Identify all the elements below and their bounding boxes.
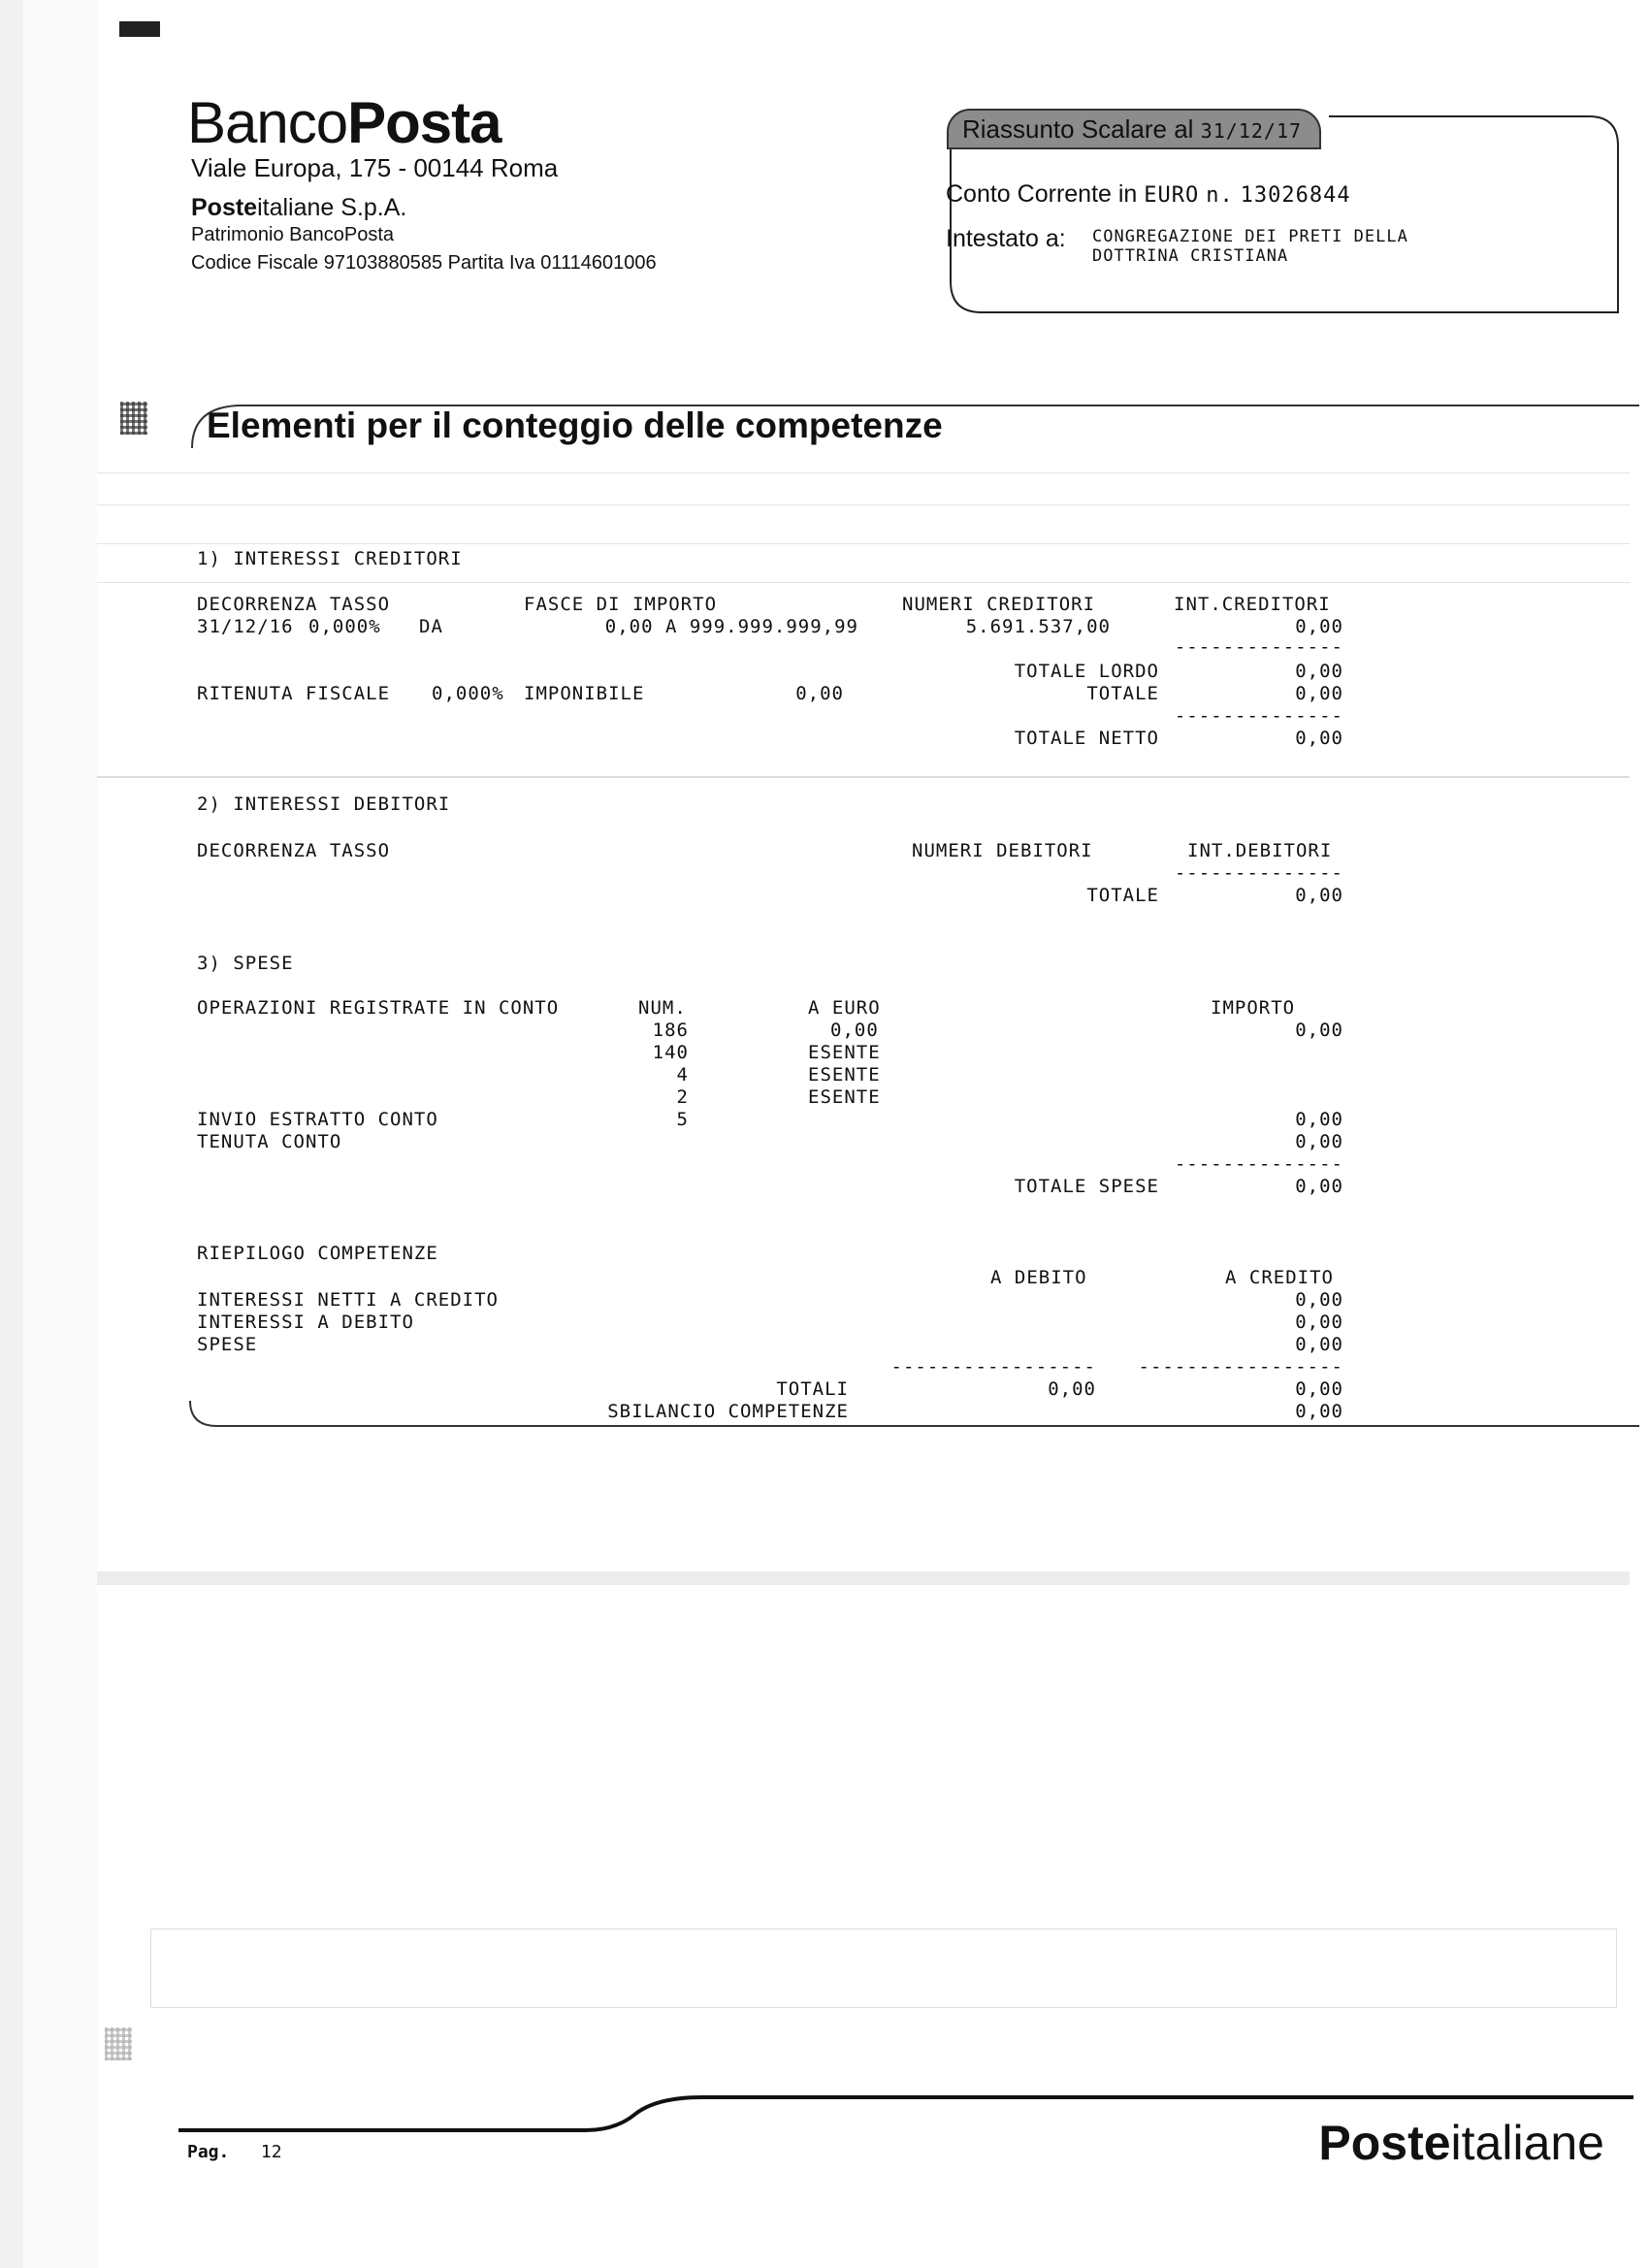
account-info: Conto Corrente in EURO n. 13026844 <box>946 180 1351 208</box>
ritenuta-label: RITENUTA FISCALE <box>197 683 391 704</box>
col-int-creditori: INT.CREDITORI <box>1174 594 1331 615</box>
section-bottom-frame <box>184 1397 1639 1436</box>
col-a-debito: A DEBITO <box>990 1267 1087 1288</box>
totale-netto-value: 0,00 <box>1295 728 1343 749</box>
debitori-totale-label: TOTALE <box>1086 885 1159 906</box>
bleed-line <box>97 543 1630 544</box>
totali-debito: 0,00 <box>1048 1378 1096 1400</box>
invio-num: 5 <box>676 1109 689 1130</box>
bleed-band <box>97 1571 1630 1585</box>
totale-spese-label: TOTALE SPESE <box>1014 1176 1159 1197</box>
spese-row-num: 186 <box>652 1020 689 1041</box>
col-a-euro: A EURO <box>808 997 881 1019</box>
totale-lordo-value: 0,00 <box>1295 661 1343 682</box>
invio-label: INVIO ESTRATTO CONTO <box>197 1109 438 1130</box>
scan-edge <box>0 0 23 2268</box>
col-num: NUM. <box>638 997 687 1019</box>
legal-notice-area <box>150 1928 1617 2008</box>
numeri-creditori-value: 5.691.537,00 <box>965 616 1111 637</box>
riepilogo-row-credito: 0,00 <box>1295 1289 1343 1311</box>
riepilogo-row-label: SPESE <box>197 1334 258 1355</box>
bleed-line <box>97 776 1630 778</box>
col-int-debitori: INT.DEBITORI <box>1187 840 1333 861</box>
bleed-line <box>97 472 1630 473</box>
patrimonio-label: Patrimonio BancoPosta <box>191 224 395 245</box>
dash-separator: ----------------- <box>890 1356 1096 1377</box>
dash-separator: ----------------- <box>1138 1356 1343 1377</box>
imponibile-value: 0,00 <box>795 683 844 704</box>
tenuta-importo: 0,00 <box>1295 1131 1343 1152</box>
col-decorrenza-tasso: DECORRENZA TASSO <box>197 594 391 615</box>
spese-row-num: 140 <box>652 1042 689 1063</box>
spese-row-aeuro: ESENTE <box>808 1064 881 1085</box>
holder-label: Intestato a: <box>946 225 1066 252</box>
dash-separator: -------------- <box>1174 862 1343 884</box>
totali-label: TOTALI <box>776 1378 849 1400</box>
spese-row-importo: 0,00 <box>1295 1020 1343 1041</box>
company-name: Posteitaliane S.p.A. <box>191 194 407 221</box>
spese-row-num: 4 <box>676 1064 689 1085</box>
riepilogo-row-credito: 0,00 <box>1295 1334 1343 1355</box>
riepilogo-row-credito: 0,00 <box>1295 1312 1343 1333</box>
holder-name-line2: DOTTRINA CRISTIANA <box>1092 246 1289 266</box>
tasso-value: 0,000% <box>308 616 381 637</box>
bleed-line <box>97 504 1630 505</box>
debitori-totale-value: 0,00 <box>1295 885 1343 906</box>
totale-netto-label: TOTALE NETTO <box>1014 728 1159 749</box>
spese-row-aeuro: ESENTE <box>808 1086 881 1108</box>
imponibile-label: IMPONIBILE <box>524 683 645 704</box>
decorrenza-value: 31/12/16 <box>197 616 294 637</box>
sbilancio-credito: 0,00 <box>1295 1401 1343 1422</box>
company-address: Viale Europa, 175 - 00144 Roma <box>191 153 559 182</box>
creditori-heading: 1) INTERESSI CREDITORI <box>197 548 463 569</box>
riepilogo-row-label: INTERESSI A DEBITO <box>197 1312 414 1333</box>
col-numeri-creditori: NUMERI CREDITORI <box>902 594 1096 615</box>
operazioni-label: OPERAZIONI REGISTRATE IN CONTO <box>197 997 560 1019</box>
scan-mark <box>119 21 160 37</box>
summary-title-badge: Riassunto Scalare al 31/12/17 <box>947 109 1321 149</box>
datamatrix-code <box>105 2027 132 2060</box>
dash-separator: -------------- <box>1174 636 1343 658</box>
col-importo: IMPORTO <box>1211 997 1296 1019</box>
int-creditori-value: 0,00 <box>1295 616 1343 637</box>
totale-spese-value: 0,00 <box>1295 1176 1343 1197</box>
col-numeri-debitori: NUMERI DEBITORI <box>912 840 1093 861</box>
col-a-credito: A CREDITO <box>1225 1267 1334 1288</box>
totale-value: 0,00 <box>1295 683 1343 704</box>
section-title: Elementi per il conteggio delle competenze <box>207 405 943 445</box>
spese-row-num: 2 <box>676 1086 689 1108</box>
fascia-value: 0,00 A 999.999.999,99 <box>604 616 858 637</box>
spese-row-aeuro: 0,00 <box>830 1020 879 1041</box>
debitori-heading: 2) INTERESSI DEBITORI <box>197 794 451 815</box>
posteitaliane-logo: Posteitaliane <box>1318 2116 1604 2170</box>
totali-credito: 0,00 <box>1295 1378 1343 1400</box>
sbilancio-label: SBILANCIO COMPETENZE <box>607 1401 849 1422</box>
col-fasce-importo: FASCE DI IMPORTO <box>524 594 718 615</box>
col-decorrenza-tasso-deb: DECORRENZA TASSO <box>197 840 391 861</box>
bleed-line <box>97 582 1630 583</box>
totale-lordo-label: TOTALE LORDO <box>1014 661 1159 682</box>
spese-row-aeuro: ESENTE <box>808 1042 881 1063</box>
scan-margin <box>23 0 97 2268</box>
dash-separator: -------------- <box>1174 705 1343 727</box>
page-number: Pag. 12 <box>187 2142 282 2162</box>
dash-separator: -------------- <box>1174 1153 1343 1175</box>
holder-name-line1: CONGREGAZIONE DEI PRETI DELLA <box>1092 227 1408 246</box>
tenuta-label: TENUTA CONTO <box>197 1131 342 1152</box>
riepilogo-row-label: INTERESSI NETTI A CREDITO <box>197 1289 499 1311</box>
datamatrix-code <box>120 402 147 435</box>
ritenuta-pct: 0,000% <box>432 683 504 704</box>
spese-heading: 3) SPESE <box>197 953 294 974</box>
totale-label: TOTALE <box>1086 683 1159 704</box>
bancoposta-logo: BancoPosta <box>187 90 501 155</box>
riepilogo-heading: RIEPILOGO COMPETENZE <box>197 1243 438 1264</box>
fiscal-info: Codice Fiscale 97103880585 Partita Iva 01114601006 <box>191 252 657 274</box>
invio-importo: 0,00 <box>1295 1109 1343 1130</box>
da-label: DA <box>419 616 443 637</box>
